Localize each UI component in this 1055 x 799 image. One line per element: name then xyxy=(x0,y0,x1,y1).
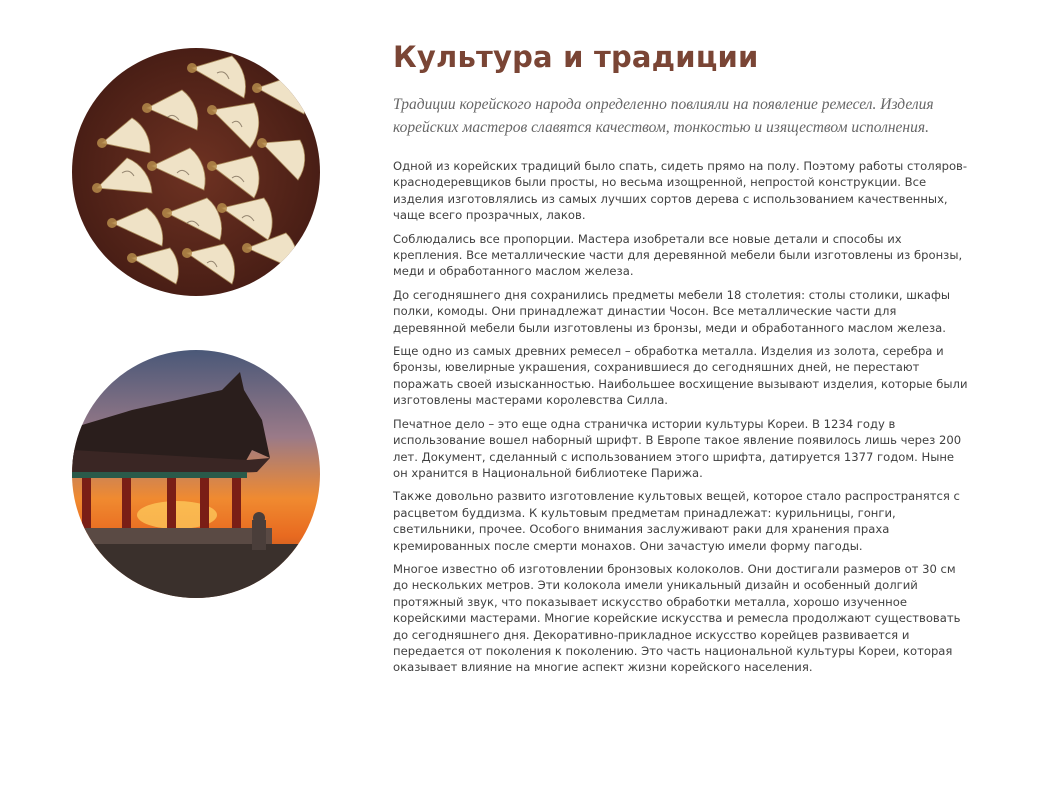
body-paragraph: Еще одно из самых древних ремесел – обработка металла. Изделия из золота, серебра и бронзы, ювелирные украшения, сохранившиеся до сегодняшних дней, не перестают поражать своей изысканностью. Наибольшее восхищение вызывают изделия, которые были изготовлены мастерами королевства Силла. xyxy=(393,344,968,408)
photo-korean-fans xyxy=(72,48,320,296)
body-paragraph: Одной из корейских традиций было спать, сидеть прямо на полу. Поэтому работы столяров-краснодеревщиков были просты, но весьма изощренной, непростой конструкции. Все изделия изготовлялись из самых лучших сортов дерева с использованием качественных, чаще всего прозрачных, лаков. xyxy=(393,159,968,223)
body-paragraph: До сегодняшнего дня сохранились предметы мебели 18 столетия: столы столики, шкафы полки, комоды. Они принадлежат династии Чосон. Все металлические части для деревянной мебели были изготовлены из бронзы, меди и обработанного маслом железа. xyxy=(393,287,951,335)
body-paragraph: Печатное дело – это еще одна страничка истории культуры Кореи. В 1234 году в использование вошел наборный шрифт. В Европе такое явление появилось лишь через 200 лет. Документ, сделанный с использованием этого шрифта, датируется 1377 годом. Ныне он хранится в Национальной библиотеке Парижа. xyxy=(393,416,962,480)
article xyxy=(393,40,968,683)
page-title: Культура и традиции xyxy=(393,40,759,74)
body-paragraph: Соблюдались все пропорции. Мастера изобретали все новые детали и способы их крепления. Все металлические части для деревянной мебели были изготовлены из бронзы, меди и обработанного маслом железа. xyxy=(393,231,963,279)
lead-text: Традиции корейского народа определенно повлияли на появление ремесел. Изделия корейских мастеров славятся качеством, тонкостью и изяществом исполнения. xyxy=(393,96,934,136)
photo-korean-pavilion-sunset xyxy=(72,350,320,598)
body-paragraph: Многое известно об изготовлении бронзовых колоколов. Они достигали размеров от 30 см до нескольких метров. Эти колокола имели уникальный дизайн и особенный долгий протяжный звук, что показывает искусство обработки металла, хорошо изученное корейскими мастерами. Многие корейские искусства и ремесла продолжают существовать до сегодняшнего дня. Декоративно-прикладное искусство корейцев развивается и передается от поколения к поколению. Это часть национальной культуры Кореи, которая оказывает влияние на многие аспект жизни корейского населения. xyxy=(393,561,961,675)
body-paragraph: Также довольно развито изготовление культовых вещей, которое стало распространятся с расцветом буддизма. К культовым предметам принадлежат: курильницы, гонги, светильники, прочее. Особого внимания заслуживают раки для хранения праха кремированных после смерти монахов. Они зачастую имели форму пагоды. xyxy=(393,489,960,553)
